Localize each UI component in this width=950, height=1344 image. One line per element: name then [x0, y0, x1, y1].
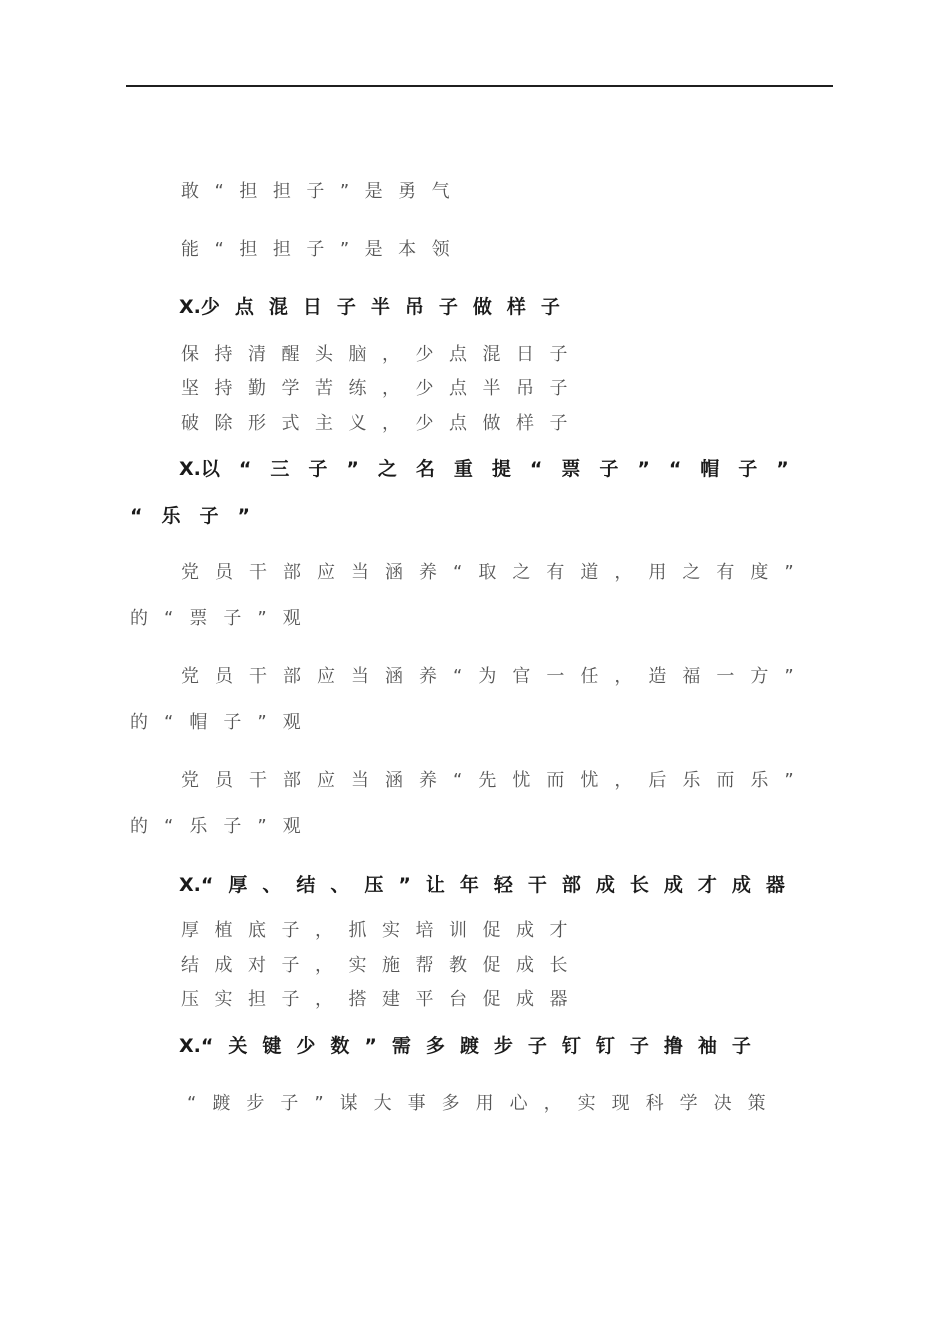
body-line: 坚持勤学苦练，少点半吊子 — [181, 378, 583, 399]
heading-number: X. — [179, 458, 201, 480]
body-line: 党员干部应当涵养“先忧而忧，后乐而乐” — [181, 770, 810, 791]
body-line: 厚植底子，抓实培训促成才 — [181, 920, 583, 941]
section-heading — [179, 1037, 766, 1056]
section-heading — [179, 460, 808, 479]
body-line: “踱步子”谋大事多用心，实现科学决策 — [187, 1093, 782, 1114]
heading-text: “关键少数”需多踱步子钉钉子撸袖子 — [200, 1035, 766, 1057]
body-line: 党员干部应当涵养“取之有道，用之有度” — [181, 562, 810, 583]
section-heading-continuation: “乐子” — [130, 505, 269, 527]
body-line: 结成对子，实施帮教促成长 — [181, 955, 583, 976]
section-heading — [179, 298, 575, 317]
body-line: 能“担担子”是本领 — [181, 239, 466, 260]
body-line: 敢“担担子”是勇气 — [181, 181, 466, 202]
body-line: 的“票子”观 — [130, 608, 317, 629]
body-line: 破除形式主义，少点做样子 — [181, 413, 583, 434]
body-line: 保持清醒头脑，少点混日子 — [181, 344, 583, 365]
heading-text: 少点混日子半吊子做样子 — [200, 296, 575, 318]
heading-number: X. — [179, 874, 201, 896]
heading-number: X. — [179, 1035, 201, 1057]
heading-text: “厚、结、压”让年轻干部成长成才成器 — [200, 874, 800, 896]
heading-number: X. — [179, 296, 201, 318]
body-line: 的“帽子”观 — [130, 712, 317, 733]
section-heading — [179, 876, 800, 895]
body-line: 党员干部应当涵养“为官一任，造福一方” — [181, 666, 810, 687]
body-line: 压实担子，搭建平台促成器 — [181, 989, 583, 1010]
header-rule — [126, 85, 833, 87]
heading-text: 以“三子”之名重提“票子”“帽子” — [200, 458, 808, 480]
body-line: 的“乐子”观 — [130, 816, 317, 837]
